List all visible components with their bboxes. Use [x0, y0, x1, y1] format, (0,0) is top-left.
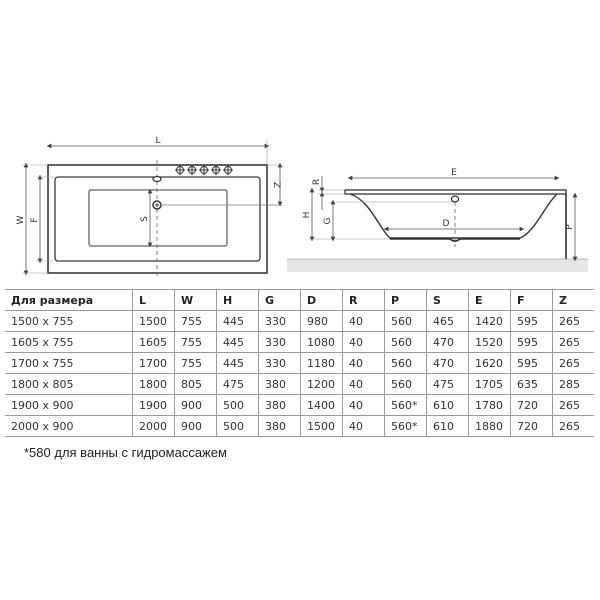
cell-S: 610	[427, 395, 469, 416]
cell-L: 1605	[133, 332, 175, 353]
label-H: H	[302, 211, 312, 219]
cell-E: 1420	[469, 311, 511, 332]
label-F: F	[30, 217, 40, 223]
table-row	[5, 353, 594, 374]
cell-R: 40	[343, 353, 385, 374]
cell-Z: 265	[553, 311, 595, 332]
cell-G: 330	[259, 332, 301, 353]
side-view	[287, 168, 588, 272]
cell-L: 1500	[133, 311, 175, 332]
label-G: G	[323, 217, 333, 225]
cell-L: 1900	[133, 395, 175, 416]
cell-H: 500	[217, 416, 259, 437]
cell-P: 560	[385, 332, 427, 353]
dimensions-table	[5, 289, 594, 437]
label-P: P	[565, 224, 575, 230]
cell-W: 805	[175, 374, 217, 395]
header-H: H	[217, 290, 259, 311]
label-Z: Z	[271, 181, 281, 189]
cell-W: 755	[175, 311, 217, 332]
cell-F: 595	[511, 353, 553, 374]
label-D: D	[442, 219, 450, 229]
cell-E: 1620	[469, 353, 511, 374]
cell-F: 635	[511, 374, 553, 395]
drawing-canvas	[0, 0, 600, 285]
cell-D: 1200	[301, 374, 343, 395]
header-size: Для размера	[5, 290, 133, 311]
cell-G: 380	[259, 416, 301, 437]
cell-Z: 265	[553, 416, 595, 437]
cell-D: 1180	[301, 353, 343, 374]
cell-size: 1900 x 900	[5, 395, 133, 416]
cell-E: 1705	[469, 374, 511, 395]
table-header-row	[5, 290, 594, 311]
header-G: G	[259, 290, 301, 311]
cell-P: 560	[385, 374, 427, 395]
cell-size: 1800 x 805	[5, 374, 133, 395]
cell-size: 1500 x 755	[5, 311, 133, 332]
footnote: *580 для ванны с гидромассажем	[24, 445, 227, 460]
header-P: P	[385, 290, 427, 311]
cell-size: 1700 x 755	[5, 353, 133, 374]
cell-G: 330	[259, 311, 301, 332]
cell-R: 40	[343, 311, 385, 332]
header-W: W	[175, 290, 217, 311]
cell-Z: 265	[553, 353, 595, 374]
header-E: E	[469, 290, 511, 311]
cell-G: 380	[259, 374, 301, 395]
cell-H: 445	[217, 353, 259, 374]
header-S: S	[427, 290, 469, 311]
cell-Z: 265	[553, 332, 595, 353]
cell-G: 380	[259, 395, 301, 416]
floor	[287, 259, 588, 272]
cell-H: 445	[217, 311, 259, 332]
table-row	[5, 332, 594, 353]
cell-R: 40	[343, 395, 385, 416]
table-row	[5, 311, 594, 332]
header-R: R	[343, 290, 385, 311]
cell-F: 720	[511, 416, 553, 437]
table-row	[5, 416, 594, 437]
cell-F: 595	[511, 332, 553, 353]
cell-L: 1800	[133, 374, 175, 395]
table-row	[5, 395, 594, 416]
tap-holes	[175, 165, 233, 175]
header-L: L	[133, 290, 175, 311]
cell-E: 1880	[469, 416, 511, 437]
cell-S: 465	[427, 311, 469, 332]
cell-F: 595	[511, 311, 553, 332]
label-R: R	[312, 178, 322, 186]
cell-H: 500	[217, 395, 259, 416]
cell-D: 1500	[301, 416, 343, 437]
cell-Z: 285	[553, 374, 595, 395]
cell-L: 2000	[133, 416, 175, 437]
cell-G: 330	[259, 353, 301, 374]
label-S: S	[140, 216, 150, 222]
cell-H: 475	[217, 374, 259, 395]
cell-E: 1520	[469, 332, 511, 353]
header-Z: Z	[553, 290, 595, 311]
cell-S: 475	[427, 374, 469, 395]
cell-R: 40	[343, 332, 385, 353]
cell-W: 755	[175, 353, 217, 374]
cell-D: 1400	[301, 395, 343, 416]
cell-S: 610	[427, 416, 469, 437]
bathtub-technical-drawing	[0, 0, 600, 285]
cell-W: 755	[175, 332, 217, 353]
cell-size: 2000 x 900	[5, 416, 133, 437]
table-row	[5, 374, 594, 395]
cell-W: 900	[175, 416, 217, 437]
cell-S: 470	[427, 332, 469, 353]
cell-R: 40	[343, 374, 385, 395]
top-view	[16, 136, 284, 276]
cell-D: 980	[301, 311, 343, 332]
label-W: W	[16, 215, 26, 225]
label-L: L	[155, 136, 161, 146]
cell-R: 40	[343, 416, 385, 437]
cell-E: 1780	[469, 395, 511, 416]
cell-H: 445	[217, 332, 259, 353]
cell-P: 560*	[385, 416, 427, 437]
label-E: E	[451, 168, 457, 178]
cell-D: 1080	[301, 332, 343, 353]
cell-S: 470	[427, 353, 469, 374]
cell-L: 1700	[133, 353, 175, 374]
cell-P: 560	[385, 311, 427, 332]
cell-size: 1605 x 755	[5, 332, 133, 353]
cell-Z: 265	[553, 395, 595, 416]
header-F: F	[511, 290, 553, 311]
cell-F: 720	[511, 395, 553, 416]
cell-P: 560	[385, 353, 427, 374]
header-D: D	[301, 290, 343, 311]
cell-W: 900	[175, 395, 217, 416]
cell-P: 560*	[385, 395, 427, 416]
